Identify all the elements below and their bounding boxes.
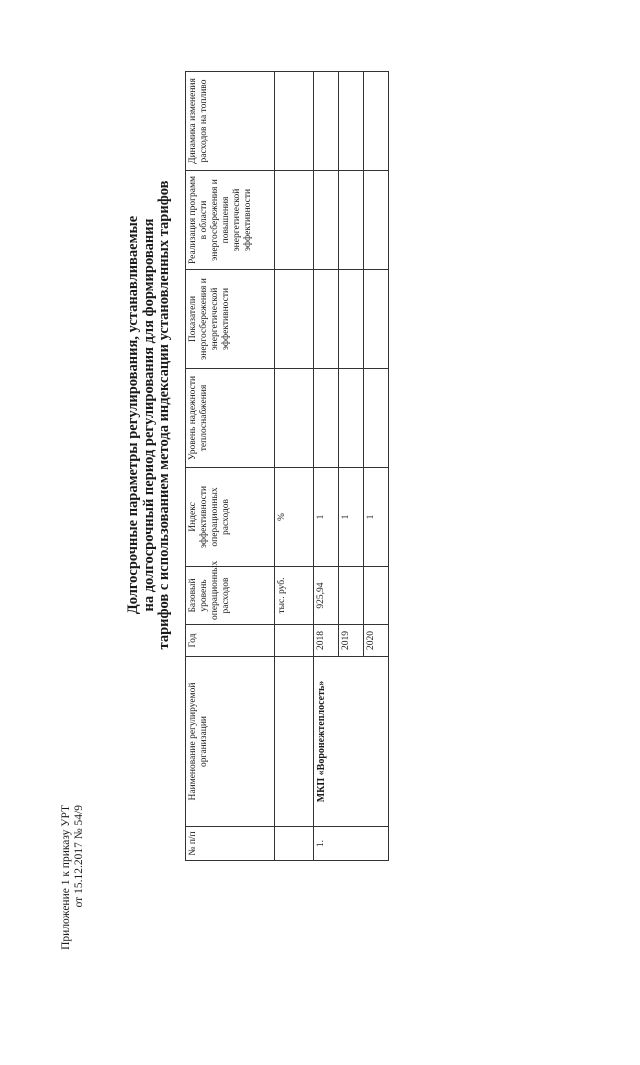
index-cell: 1 (339, 468, 364, 567)
title-line-2: на долгосрочный период регулирования для формирования (140, 218, 157, 612)
base-cell (339, 567, 364, 625)
unit-index: % (275, 468, 314, 567)
header-org: Наименование регулируемой организации (186, 657, 275, 827)
appendix-reference (60, 805, 86, 1065)
table-row (314, 72, 339, 861)
header-base: Базовый уровень операционных расходов (186, 567, 275, 625)
header-programs: Реализация программ в области энергосбережения и повышения энергетической эффективности (186, 171, 275, 270)
header-energy-saving: Показатели энергосбережения и энергетической эффективности (186, 270, 275, 369)
header-reliability: Уровень надежности теплоснабжения (186, 369, 275, 468)
index-cell: 1 (364, 468, 389, 567)
row-num: 1. (314, 827, 389, 861)
year-cell: 2019 (339, 625, 364, 657)
appendix-line-2: от 15.12.2017 № 54/9 (73, 805, 85, 908)
title-line-3: тарифов с использованием метода индексации установленных тарифов (156, 180, 172, 650)
base-cell: 925,94 (314, 567, 339, 625)
index-cell: 1 (314, 468, 339, 567)
year-cell: 2018 (314, 625, 339, 657)
appendix-line-1: Приложение 1 к приказу УРТ (60, 805, 72, 950)
title-line-1: Долгосрочные параметры регулирования, устанавливаемые (125, 215, 141, 615)
unit-base: тыс. руб. (275, 567, 314, 625)
header-index: Индекс эффективности операционных расходов (186, 468, 275, 567)
table-header-row (186, 72, 275, 861)
table-units-row (275, 72, 314, 861)
document-title (126, 165, 173, 665)
header-num: № п/п (186, 827, 275, 861)
organization-name: МКП «Воронежтеплосеть» (314, 657, 389, 827)
header-year: Год (186, 625, 275, 657)
header-fuel: Динамика изменения расходов на топливо (186, 72, 275, 171)
base-cell (364, 567, 389, 625)
parameters-table (185, 71, 389, 861)
year-cell: 2020 (364, 625, 389, 657)
